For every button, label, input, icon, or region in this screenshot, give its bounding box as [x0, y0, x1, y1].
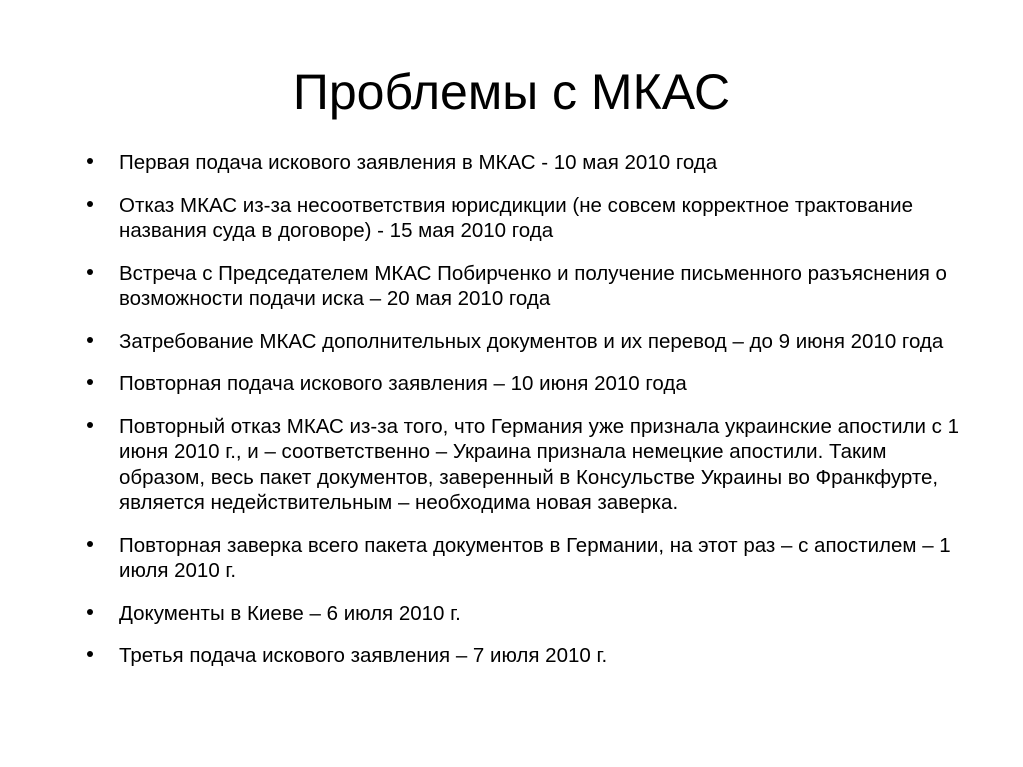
list-item [87, 150, 977, 176]
bullet-dot-icon [87, 609, 93, 615]
list-item-text: Первая подача искового заявления в МКАС - 10 мая 2010 года [119, 151, 718, 174]
list-item [87, 533, 977, 584]
list-item [87, 329, 977, 355]
list-item [87, 643, 977, 669]
list-item-text: Повторная подача искового заявления – 10 июня 2010 года [119, 372, 687, 395]
bullet-dot-icon [87, 541, 93, 547]
bullet-dot-icon [87, 201, 93, 207]
list-item [87, 193, 977, 244]
list-item-text: Отказ МКАС из-за несоответствия юрисдикции (не совсем корректное трактование названия суда в договоре) - 15 мая 2010 года [119, 193, 914, 242]
bullet-dot-icon [87, 422, 93, 428]
list-item [87, 601, 977, 627]
list-item [87, 261, 977, 312]
list-item-text: Повторный отказ МКАС из-за того, что Германия уже признала украинские апостили с 1 июня 2010 г., и – соответственно – Украина признала немецкие апостили. Таким образом, весь пакет документов, заверенный в Консульстве Украины во Франкфурте, является недействительным – необходима новая заверка. [119, 414, 960, 514]
list-item-text: Третья подача искового заявления – 7 июля 2010 г. [119, 644, 608, 667]
bullet-dot-icon [87, 651, 93, 657]
slide-title: Проблемы с МКАС [292, 64, 731, 120]
list-item [87, 371, 977, 397]
bullet-dot-icon [87, 269, 93, 275]
list-item [87, 414, 977, 516]
list-item-text: Повторная заверка всего пакета документов в Германии, на этот раз – с апостилем – 1 июля 2010 г. [119, 533, 951, 582]
bullet-list [87, 150, 977, 669]
list-item-text: Документы в Киеве – 6 июля 2010 г. [119, 601, 461, 625]
list-item-text: Затребование МКАС дополнительных документов и их перевод – до 9 июня 2010 года [119, 329, 944, 353]
bullet-dot-icon [87, 337, 93, 343]
bullet-dot-icon [87, 379, 93, 385]
list-item-text: Встреча с Председателем МКАС Побирченко и получение письменного разъяснения о возможности подачи иска – 20 мая 2010 года [119, 261, 947, 310]
bullet-dot-icon [87, 158, 93, 164]
